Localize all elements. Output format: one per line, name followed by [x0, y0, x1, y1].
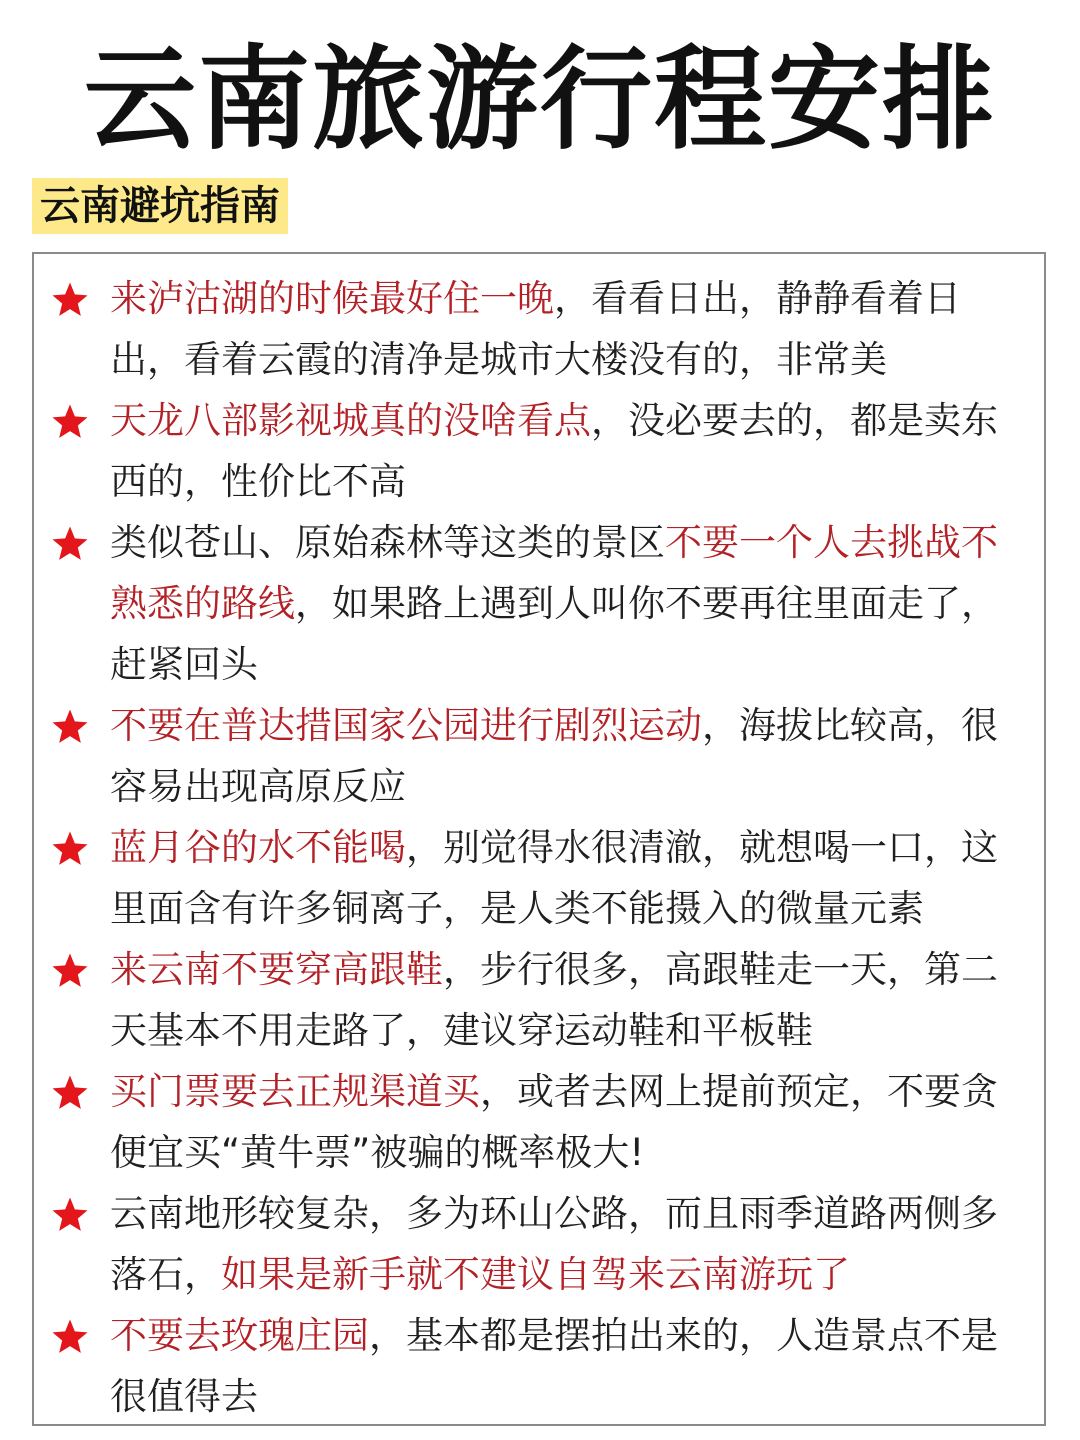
- tip-lead: 类似苍山、原始森林等这类的景区: [110, 521, 665, 564]
- tip-text: [110, 695, 1010, 817]
- tip-highlight: 不要在普达措国家公园进行剧烈运动: [110, 704, 702, 747]
- subtitle-badge: 云南避坑指南: [32, 178, 288, 234]
- tip-highlight: 天龙八部影视城真的没啥看点: [110, 399, 591, 442]
- star-icon: [50, 280, 90, 320]
- tips-panel: [32, 252, 1046, 1426]
- tip-highlight: 来云南不要穿高跟鞋: [110, 948, 443, 991]
- star-icon: [50, 402, 90, 442]
- star-icon: [50, 951, 90, 991]
- tip-text: [110, 390, 1010, 512]
- tip-lead: 云南地形较复杂，多为环山公路，而且雨季道路两侧多落石，: [110, 1192, 998, 1296]
- page-title: 云南旅游行程安排: [84, 35, 996, 165]
- tip-text: [110, 512, 1010, 695]
- tip-rest: ，没必要去的，都是卖东西的，性价比不高: [110, 399, 998, 503]
- tip-highlight: 如果是新手就不建议自驾来云南游玩了: [221, 1253, 850, 1296]
- tip-text: [110, 1061, 1010, 1183]
- star-icon: [50, 707, 90, 747]
- tip-text: [110, 939, 1010, 1061]
- star-icon: [50, 524, 90, 564]
- tip-text: [110, 1305, 1010, 1427]
- tip-text: [110, 817, 1010, 939]
- star-icon: [50, 1317, 90, 1357]
- tip-text: [110, 268, 1010, 390]
- tip-highlight: 买门票要去正规渠道买: [110, 1070, 480, 1113]
- tip-rest: ，如果路上遇到人叫你不要再往里面走了，赶紧回头: [110, 582, 998, 686]
- tip-highlight: 蓝月谷的水不能喝: [110, 826, 406, 869]
- tip-highlight: 不要去玫瑰庄园: [110, 1314, 369, 1357]
- tip-rest: ，海拔比较高，很容易出现高原反应: [110, 704, 998, 808]
- star-icon: [50, 829, 90, 869]
- star-icon: [50, 1073, 90, 1113]
- tip-highlight: 来泸沽湖的时候最好住一晚: [110, 277, 554, 320]
- tip-rest: ，或者去网上提前预定，不要贪便宜买“黄牛票”被骗的概率极大!: [110, 1070, 998, 1174]
- tip-rest: ，步行很多，高跟鞋走一天，第二天基本不用走路了，建议穿运动鞋和平板鞋: [110, 948, 998, 1052]
- tip-rest: ，别觉得水很清澈，就想喝一口，这里面含有许多铜离子，是人类不能摄入的微量元素: [110, 826, 998, 930]
- tip-rest: ，看看日出，静静看着日出，看着云霞的清净是城市大楼没有的，非常美: [110, 277, 961, 381]
- tip-highlight: 不要一个人去挑战不熟悉的路线: [110, 521, 998, 625]
- tip-text: [110, 1183, 1010, 1305]
- tip-rest: ，基本都是摆拍出来的，人造景点不是很值得去: [110, 1314, 998, 1418]
- star-icon: [50, 1195, 90, 1235]
